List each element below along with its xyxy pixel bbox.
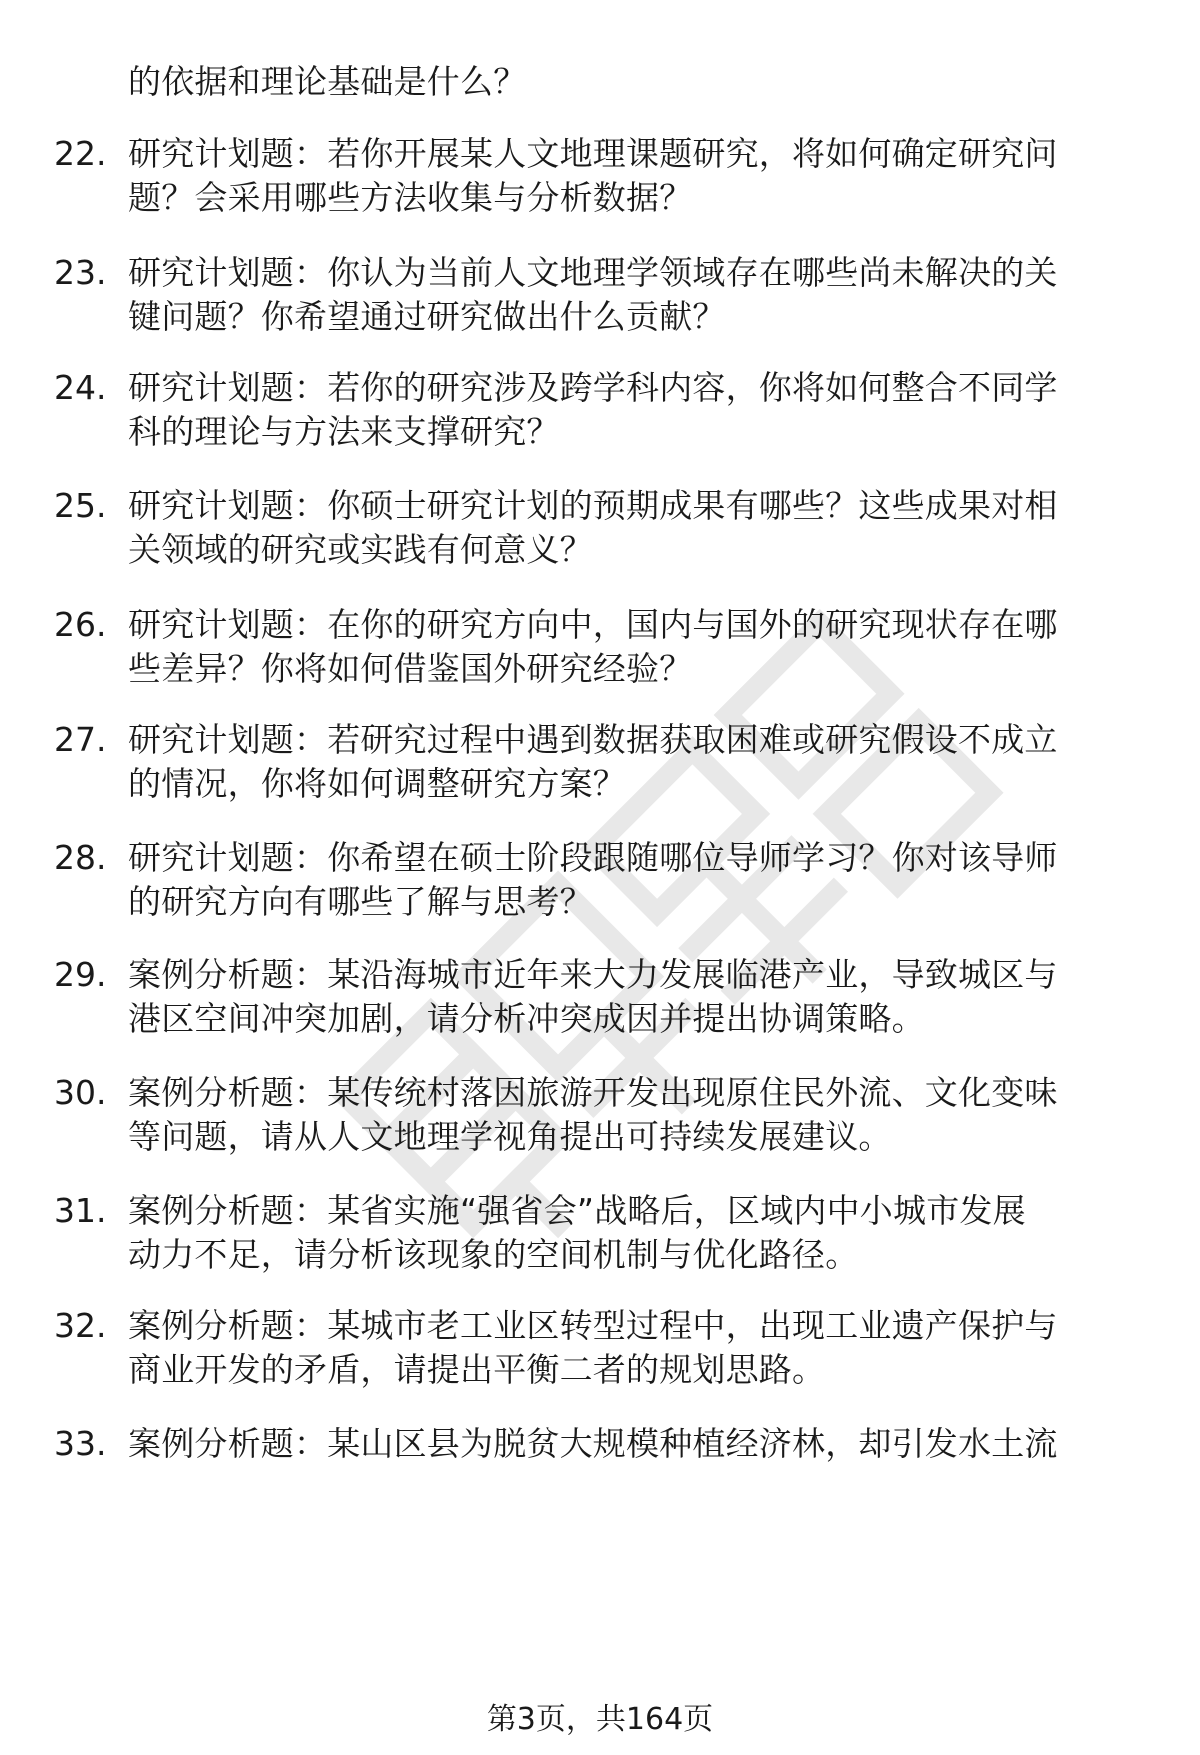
item-number: 31. — [54, 1191, 107, 1230]
item-number: 29. — [54, 955, 107, 994]
item-number: 32. — [54, 1306, 107, 1345]
item-text-line: 研究计划题：若你开展某人文地理课题研究，将如何确定研究问 — [128, 134, 1058, 173]
item-number: 28. — [54, 838, 107, 877]
item-text-line: 案例分析题：某省实施“强省会”战略后，区域内中小城市发展 — [128, 1191, 1026, 1230]
item-number: 27. — [54, 720, 107, 759]
item-text-line: 的研究方向有哪些了解与思考？ — [128, 882, 593, 921]
item-text-line: 的情况，你将如何调整研究方案？ — [128, 764, 626, 803]
item-number: 23. — [54, 253, 107, 292]
item-text-line: 研究计划题：在你的研究方向中，国内与国外的研究现状存在哪 — [128, 605, 1058, 644]
item-number: 25. — [54, 486, 107, 525]
item-text-line: 键问题？你希望通过研究做出什么贡献？ — [128, 297, 726, 336]
item-text-line: 案例分析题：某城市老工业区转型过程中，出现工业遗产保护与 — [128, 1306, 1058, 1345]
item-text-line: 些差异？你将如何借鉴国外研究经验？ — [128, 649, 693, 688]
item-text-line: 商业开发的矛盾，请提出平衡二者的规划思路。 — [128, 1350, 826, 1389]
item-text-line: 案例分析题：某沿海城市近年来大力发展临港产业，导致城区与 — [128, 955, 1058, 994]
item-text-line: 案例分析题：某山区县为脱贫大规模种植经济林，却引发水土流 — [128, 1424, 1058, 1463]
item-text-line: 等问题，请从人文地理学视角提出可持续发展建议。 — [128, 1117, 892, 1156]
item-text-line: 研究计划题：若你的研究涉及跨学科内容，你将如何整合不同学 — [128, 368, 1058, 407]
item-text-line: 研究计划题：若研究过程中遇到数据获取困难或研究假设不成立 — [128, 720, 1058, 759]
item-text-line: 研究计划题：你认为当前人文地理学领域存在哪些尚未解决的关 — [128, 253, 1058, 292]
page-footer: 第3页，共164页 — [486, 1702, 714, 1737]
item-number: 26. — [54, 605, 107, 644]
item-number: 22. — [54, 134, 107, 173]
item-number: 30. — [54, 1073, 107, 1112]
item-text-line: 案例分析题：某传统村落因旅游开发出现原住民外流、文化变味 — [128, 1073, 1058, 1112]
item-text-line: 港区空间冲突加剧，请分析冲突成因并提出协调策略。 — [128, 999, 925, 1038]
item-text-line: 题？会采用哪些方法收集与分析数据？ — [128, 178, 693, 217]
item-number: 33. — [54, 1424, 107, 1463]
item-text-line: 科的理论与方法来支撑研究？ — [128, 412, 560, 451]
item-text-line: 动力不足，请分析该现象的空间机制与优化路径。 — [128, 1235, 859, 1274]
item-number: 24. — [54, 368, 107, 407]
continuation-line: 的依据和理论基础是什么？ — [128, 62, 527, 101]
item-text-line: 研究计划题：你希望在硕士阶段跟随哪位导师学习？你对该导师 — [128, 838, 1058, 877]
item-text-line: 研究计划题：你硕士研究计划的预期成果有哪些？这些成果对相 — [128, 486, 1058, 525]
item-text-line: 关领域的研究或实践有何意义？ — [128, 530, 593, 569]
